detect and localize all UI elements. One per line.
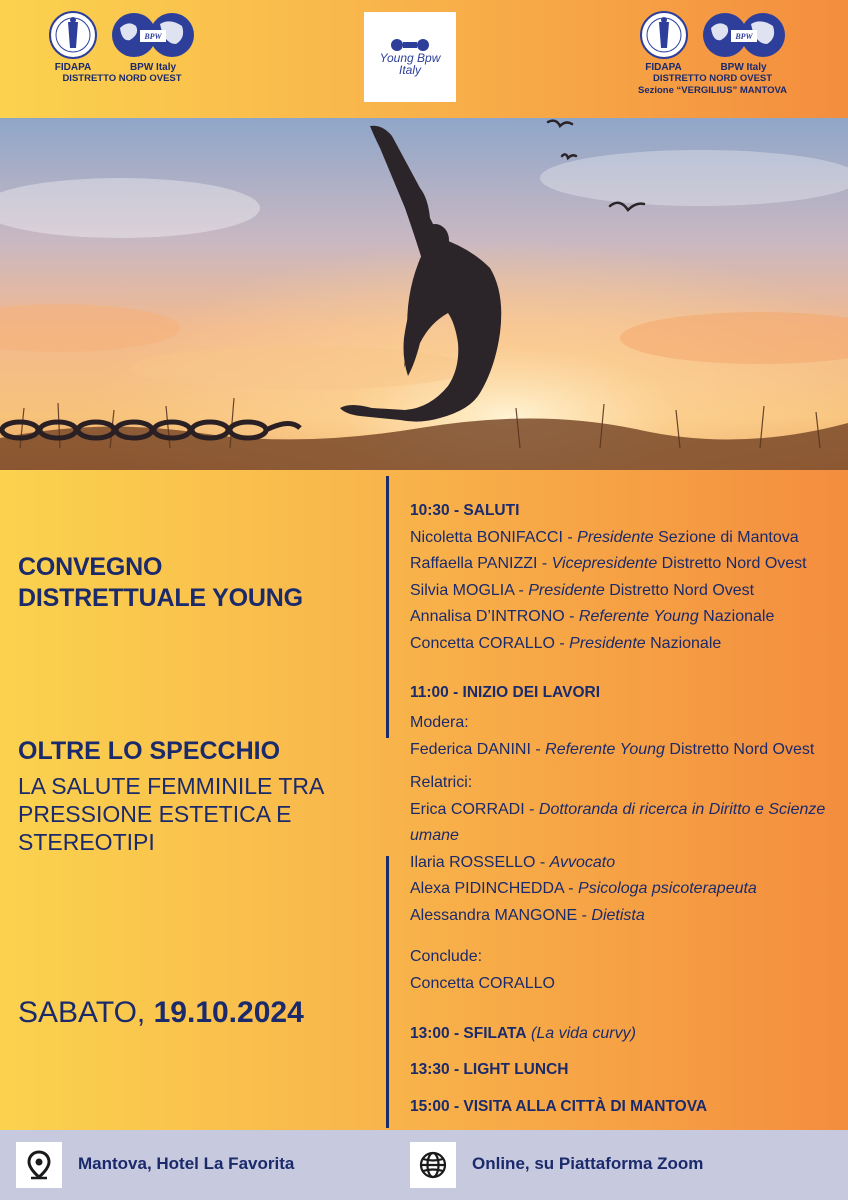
sfilata-heading: 13:00 - SFILATA [410,1025,527,1042]
conclude-name: Concetta CORALLO [410,974,555,992]
event-date-line [18,996,304,1030]
bpw-globe-icon [701,10,787,60]
district-label: DISTRETTO NORD OVEST [62,73,182,84]
relatrice-row: Erica CORRADI - Dottoranda di ricerca in Diritto e Scienze [410,800,826,818]
relatrici-label: Relatrici: [410,774,473,791]
footer-online: Online, su Piattaforma Zoom [472,1154,704,1173]
event-title [18,552,303,614]
fidapa-caption-right: FIDAPA [645,62,682,73]
saluti-row: Nicoletta BONIFACCI - Presidente Sezione di Mantova [410,528,799,546]
fidapa-caption: FIDAPA [54,62,92,73]
conclude-label: Conclude: [410,948,483,965]
saluti-row: Annalisa D’INTRONO - Referente Young Nazionale [410,608,775,625]
event-subtitle: OLTRE LO SPECCHIO [18,737,281,765]
saluti-row: Raffaella PANIZZI - Vicepresidente Distretto Nord Ovest [410,555,807,572]
jumping-woman-sunset-illustration [0,118,848,470]
program-conclude [410,944,555,997]
sfilata-note: (La vida curvy) [531,1025,636,1042]
program-relatrici [410,770,825,929]
saluti-heading: 10:30 - SALUTI [410,502,520,519]
header [0,0,848,118]
event-theme-line1: LA SALUTE FEMMINILE TRA [18,773,325,799]
fidapa-logo [48,10,98,73]
svg-text:BPW: BPW [734,32,753,41]
moderatrice-row: Federica DANINI - Referente Young Distretto Nord Ovest [410,740,815,758]
program-modera [410,710,814,763]
footer-location: Mantova, Hotel La Favorita [78,1154,295,1173]
fidapa-emblem-icon [48,10,98,60]
event-theme [18,772,368,856]
bpw-logo-right [701,10,787,73]
map-pin-icon [16,1142,62,1188]
relatrice-row: Alexa PIDINCHEDDA - Psicologa psicoterapeuta [410,880,757,897]
event-title-line2: DISTRETTUALE YOUNG [18,584,303,612]
relatrice-row: Ilaria ROSSELLO - Avvocato [410,853,616,871]
event-date-prefix: SABATO, [18,996,146,1029]
young-bpw-globe-icon [385,38,435,52]
fidapa-emblem-icon [639,10,689,60]
young-bpw-logo [364,12,456,102]
program-visita [410,1094,707,1121]
lavori-heading: 11:00 - INIZIO DEI LAVORI [410,684,601,701]
header-left-logos [48,10,196,85]
young-bpw-subtitle: Italy [398,63,421,77]
hero-image [0,118,848,470]
event-title-line1: CONVEGNO [18,553,163,581]
event-theme-line2: PRESSIONE ESTETICA E [18,801,292,827]
relatrice-row: Alessandra MANGONE - Dietista [410,906,645,924]
program-divider-top [386,476,389,738]
lunch-heading: 13:30 - LIGHT LUNCH [410,1061,569,1078]
section-label-right: Sezione “VERGILIUS” MANTOVA [638,85,788,96]
program-lavori [410,680,600,707]
saluti-row: Concetta CORALLO - Presidente Nazionale [410,634,722,652]
young-bpw-title: Young Bpw [379,51,441,65]
saluti-row: Silvia MOGLIA - Presidente Distretto Nord Ovest [410,581,755,599]
visita-heading: 15:00 - VISITA ALLA CITTÀ DI MANTOVA [410,1098,708,1115]
bpw-caption-right: BPW Italy [720,62,767,73]
modera-label: Modera: [410,714,469,731]
bpw-globe-icon [110,10,196,60]
event-date: 19.10.2024 [153,996,304,1029]
svg-text:BPW: BPW [144,32,162,41]
footer [0,1130,848,1200]
program-sfilata [410,1021,636,1048]
event-theme-line3: STEREOTIPI [18,829,155,855]
relatrice-row-continued: umane [410,827,459,844]
program-saluti [410,498,807,657]
district-label-right: DISTRETTO NORD OVEST [652,73,773,84]
program-divider-bottom [386,856,389,1128]
header-right-logos [638,10,787,97]
program-lunch [410,1057,568,1084]
bpw-logo [110,10,196,73]
fidapa-logo-right [639,10,689,73]
bpw-caption: BPW Italy [129,62,177,73]
globe-icon [410,1142,456,1188]
